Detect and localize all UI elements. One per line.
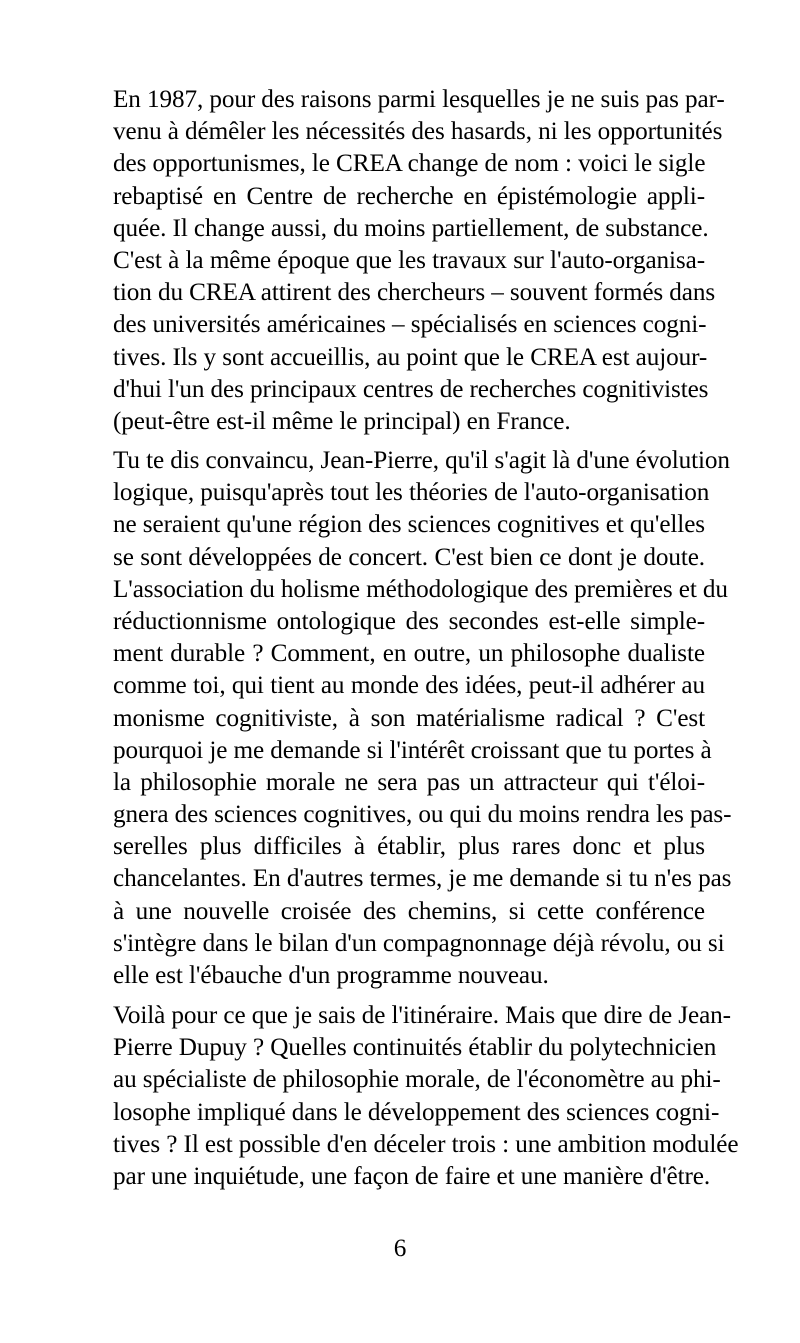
text-line: losophe impliqué dans le développement des sciences cogni- (113, 1098, 720, 1126)
text-line: serelles plus difficiles à établir, plus rares donc et plus (113, 833, 705, 861)
text-line: ment durable ? Comment, en outre, un philosophe dualiste (113, 640, 705, 668)
text-line: elle est l'ébauche d'un programme nouveau. (113, 962, 549, 989)
text-line: pourquoi je me demande si l'intérêt croissant que tu portes à (113, 736, 712, 764)
text-line: s'intègre dans le bilan d'un compagnonnage déjà révolu, ou si (113, 929, 725, 957)
paragraph-2 (113, 445, 732, 992)
text-line: tives. Ils y sont accueillis, au point que le CREA est aujour- (113, 343, 708, 371)
text-line: Pierre Dupuy ? Quelles continuités établir du polytechnicien (113, 1034, 717, 1062)
text-line: C'est à la même époque que les travaux sur l'auto-organisa- (113, 246, 705, 274)
text-line: monisme cognitiviste, à son matérialisme radical ? C'est (113, 704, 705, 732)
text-line: (peut-être est-il même le principal) en France. (113, 407, 571, 435)
text-line: logique, puisqu'après tout les théories de l'auto-organisation (113, 479, 710, 507)
text-line: L'association du holisme méthodologique des premières et du (113, 575, 728, 603)
text-line: En 1987, pour des raisons parmi lesquelles je ne suis pas par- (113, 86, 725, 113)
page-number: 6 (393, 1235, 407, 1262)
text-line: se sont développées de concert. C'est bien ce dont je doute. (113, 543, 705, 571)
paragraph-3 (113, 1000, 739, 1193)
text-line: tion du CREA attirent des chercheurs – souvent formés dans (113, 279, 716, 307)
text-line: Voilà pour ce que je sais de l'itinéraire. Mais que dire de Jean- (113, 1002, 731, 1029)
text-line: chancelantes. En d'autres termes, je me demande si tu n'es pas (113, 865, 732, 893)
text-line: à une nouvelle croisée des chemins, si cette conférence (113, 897, 705, 925)
text-line: venu à démêler les nécessités des hasards, ni les opportunités (113, 118, 723, 146)
text-line: tives ? Il est possible d'en déceler trois : une ambition modulée (113, 1130, 739, 1158)
text-line: des universités américaines – spécialisés en sciences cogni- (113, 311, 707, 339)
text-line: d'hui l'un des principaux centres de recherches cognitivistes (113, 375, 709, 403)
text-line: des opportunismes, le CREA change de nom : voici le sigle (113, 150, 706, 178)
text-line: gnera des sciences cognitives, ou qui du moins rendra les pas- (113, 801, 732, 829)
paragraph-1 (113, 84, 725, 438)
text-line: réductionnisme ontologique des secondes est-elle simple- (113, 607, 705, 635)
text-line: rebaptisé en Centre de recherche en épistémologie appli- (113, 182, 705, 210)
text-line: quée. Il change aussi, du moins partiellement, de substance. (113, 214, 709, 242)
text-line: par une inquiétude, une façon de faire et une manière d'être. (113, 1162, 711, 1190)
text-line: ne seraient qu'une région des sciences cognitives et qu'elles (113, 511, 705, 539)
text-line: Tu te dis convaincu, Jean-Pierre, qu'il s'agit là d'une évolution (113, 447, 730, 474)
text-line: la philosophie morale ne sera pas un attracteur qui t'éloi- (113, 768, 705, 796)
text-line: comme toi, qui tient au monde des idées, peut-il adhérer au (113, 672, 705, 700)
text-line: au spécialiste de philosophie morale, de l'économètre au phi- (113, 1066, 721, 1094)
